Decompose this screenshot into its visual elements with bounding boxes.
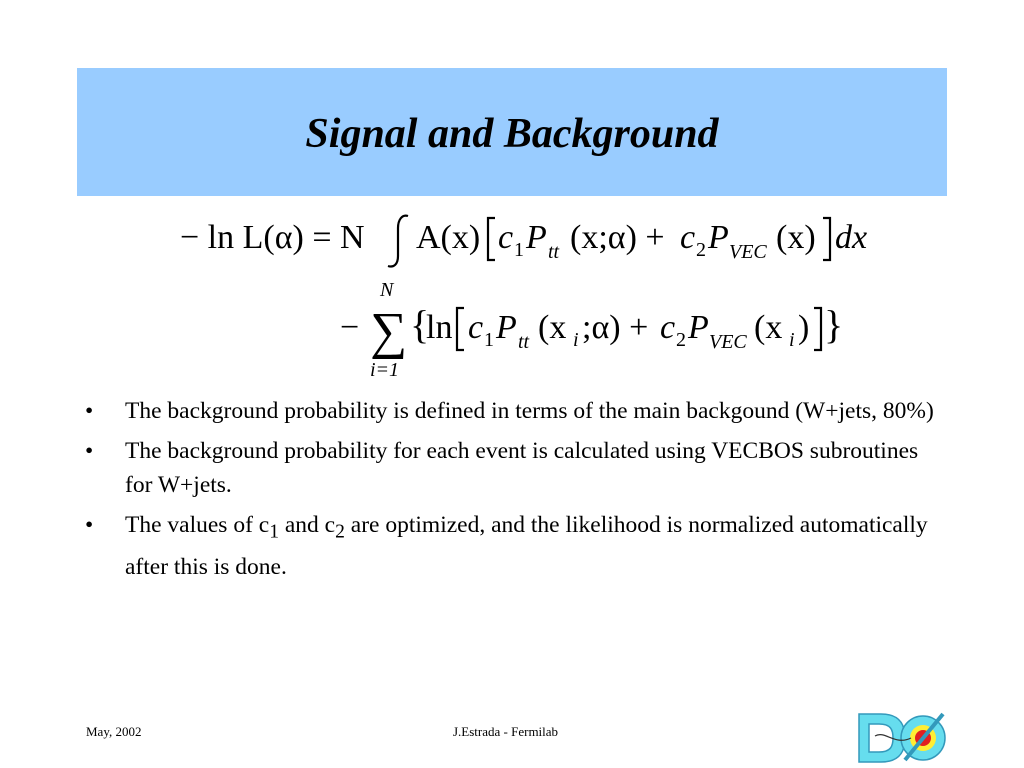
eq2-Ptt: P: [496, 309, 517, 346]
eq2-c2-sub: 2: [676, 329, 686, 351]
bullet-marker: •: [85, 398, 94, 424]
eq2-arg1a: (x: [538, 309, 567, 346]
integral-sign: [388, 216, 408, 267]
eq1-c1-sub: 1: [514, 239, 524, 261]
logo-D: [859, 714, 905, 762]
eq1-A: A(x): [416, 219, 481, 256]
eq1-Pvec: P: [708, 219, 729, 256]
eq2-arg1-sub: i: [573, 329, 579, 351]
b3-pre: The values of c: [125, 512, 270, 538]
sum-equation: [330, 280, 890, 380]
bullet-item: [85, 434, 945, 502]
right-bracket: [823, 218, 830, 260]
eq2-c1: c: [468, 309, 484, 346]
eq1-Ptt: P: [526, 219, 547, 256]
eq2-arg2a: (x: [754, 309, 783, 346]
eq2-arg1b: ;α) +: [582, 309, 649, 346]
bullet-text-3: [125, 508, 945, 584]
eq2-c2: c: [660, 309, 676, 346]
eq1-lhs: − ln L(α) = N: [180, 219, 365, 256]
bullet-item: [85, 508, 945, 584]
footer-author: J.Estrada - Fermilab: [453, 724, 559, 739]
left-bracket: [488, 218, 495, 260]
bullet-text-1: The background probability is defined in terms of the main backgound (W+jets, 80%): [125, 398, 934, 424]
eq1-Ptt-sub: tt: [548, 241, 560, 263]
eq2-Pvec: P: [688, 309, 709, 346]
bullet-marker: •: [85, 438, 94, 464]
bullet-item: [85, 394, 945, 428]
sum-upper: N: [380, 280, 394, 301]
eq2-Pvec-sub: VEC: [709, 331, 747, 353]
b3-sub2: 2: [335, 521, 345, 543]
eq1-arg2: (x): [776, 219, 816, 256]
left-brace: {: [410, 302, 430, 347]
footer-date: May, 2002: [86, 724, 142, 739]
eq1-c2: c: [680, 219, 696, 256]
sum-sign: ∑: [370, 303, 408, 360]
left-bracket-2: [457, 308, 464, 350]
b3-sub1: 1: [269, 521, 279, 543]
b3-post: are optimized, and the likelihood is normalized automatically after this is done.: [125, 512, 928, 580]
eq2-arg2b: ): [798, 309, 810, 346]
right-bracket-2: [814, 308, 821, 350]
eq2-minus: −: [340, 309, 360, 346]
d0-logo: [855, 710, 950, 766]
bullet-marker: •: [85, 512, 94, 538]
bullet-list: [85, 394, 945, 590]
eq1-dx: dx: [835, 219, 868, 256]
eq2-ln: ln: [426, 309, 453, 346]
right-brace: }: [824, 302, 844, 347]
likelihood-equation: [180, 210, 900, 270]
eq1-c2-sub: 2: [696, 239, 706, 261]
b3-mid: and c: [279, 512, 336, 538]
slide-title: Signal and Background: [305, 111, 719, 157]
eq2-c1-sub: 1: [484, 329, 494, 351]
bullet-text-2: The background probability for each event is calculated using VECBOS subroutines for W+jets.: [125, 438, 919, 498]
sum-lower: i=1: [370, 359, 400, 380]
eq1-Pvec-sub: VEC: [729, 241, 767, 263]
title-band: [77, 68, 947, 196]
eq1-c1: c: [498, 219, 514, 256]
eq1-arg1: (x;α) +: [570, 219, 665, 256]
eq2-arg2-sub: i: [789, 329, 795, 351]
eq2-Ptt-sub: tt: [518, 331, 530, 353]
